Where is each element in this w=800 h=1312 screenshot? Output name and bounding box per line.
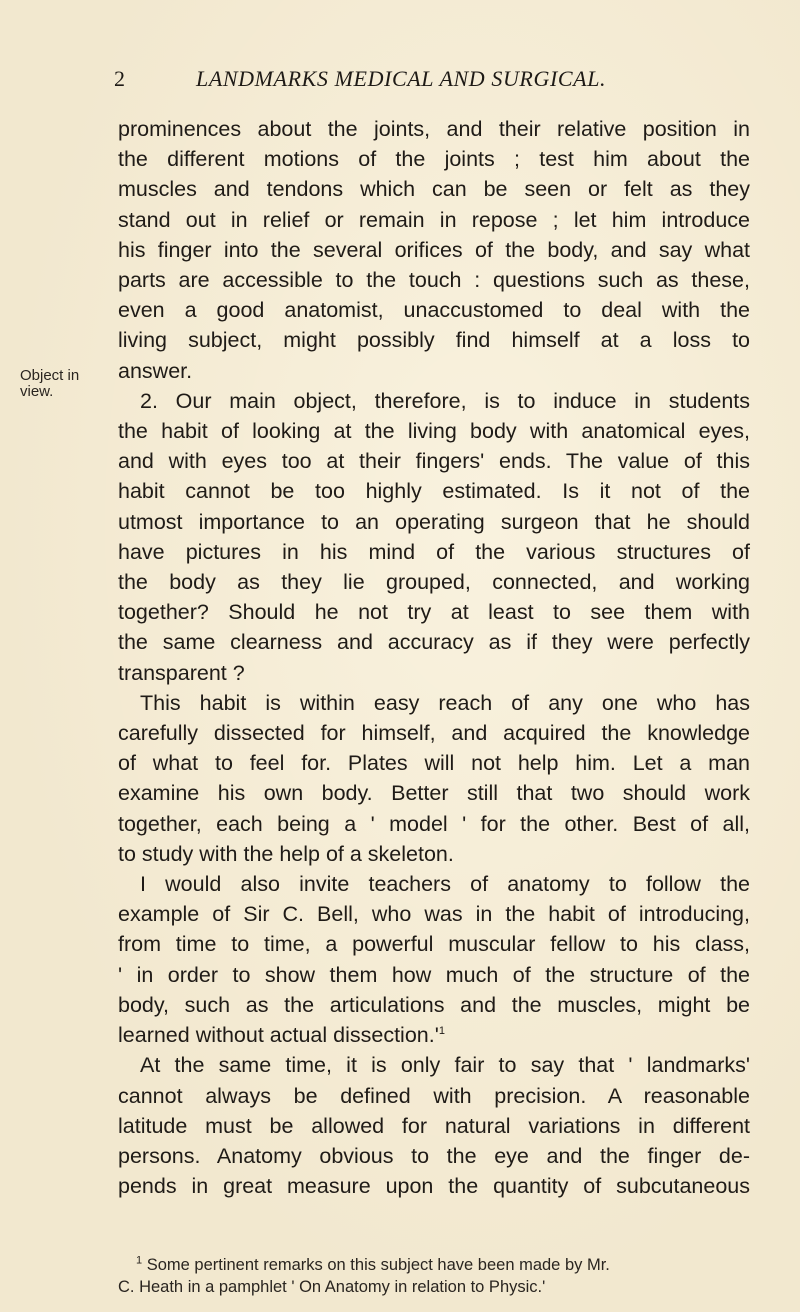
text-line: utmost importance to an operating surgeon that he should xyxy=(118,509,750,534)
paragraph xyxy=(118,1050,750,1080)
text-line: even a good anatomist, unaccustomed to deal with the xyxy=(118,298,750,323)
paragraph xyxy=(118,809,750,839)
text-line: carefully dissected for himself, and acquired the knowledge xyxy=(118,721,750,746)
paragraph xyxy=(118,688,750,718)
paragraph xyxy=(118,114,750,144)
text-line: examine his own body. Better still that two should work xyxy=(118,781,750,806)
text-line: This habit is within easy reach of any one who has xyxy=(140,690,750,715)
footnote-text: C. Heath in a pamphlet ' On Anatomy in relation to Physic.' xyxy=(118,1278,546,1296)
paragraph xyxy=(118,386,750,416)
text-line: stand out in relief or remain in repose ; let him introduce xyxy=(118,207,750,232)
text-line: from time to time, a powerful muscular fellow to his class, xyxy=(118,932,750,957)
text-line: ' in order to show them how much of the structure of the xyxy=(118,962,750,987)
paragraph xyxy=(118,960,750,990)
text-line: the habit of looking at the living body with anatomical eyes, xyxy=(118,419,750,444)
paragraph xyxy=(118,658,750,688)
text-line: 2. Our main object, therefore, is to induce in students xyxy=(140,388,750,413)
margin-note-line: Object in xyxy=(20,367,80,384)
paragraph xyxy=(118,1020,750,1050)
paragraph xyxy=(118,718,750,748)
paragraph xyxy=(118,597,750,627)
text-line: body, such as the articulations and the muscles, might be xyxy=(118,992,750,1017)
paragraph xyxy=(118,174,750,204)
footnote xyxy=(118,1276,750,1298)
paragraph xyxy=(118,265,750,295)
running-head xyxy=(114,66,734,96)
paragraph xyxy=(118,356,750,386)
text-line: muscles and tendons which can be seen or felt as they xyxy=(118,177,750,202)
text-line: pends in great measure upon the quantity of subcutaneous xyxy=(118,1174,750,1199)
text-line: the same clearness and accuracy as if they were perfectly xyxy=(118,630,750,655)
paragraph xyxy=(118,144,750,174)
margin-note xyxy=(20,368,100,400)
text-line: transparent ? xyxy=(118,660,245,685)
footnote-text: Some pertinent remarks on this subject have been made by Mr. xyxy=(146,1256,610,1274)
margin-note-line: view. xyxy=(20,383,54,400)
body-text xyxy=(118,114,750,1201)
paragraph xyxy=(118,325,750,355)
paragraph xyxy=(118,507,750,537)
text-line: example of Sir C. Bell, who was in the habit of introducing, xyxy=(118,902,750,927)
paragraph xyxy=(118,839,750,869)
text-line: have pictures in his mind of the various structures of xyxy=(118,539,750,564)
text-line: answer. xyxy=(118,358,193,383)
text-line: cannot always be defined with precision. A reasonable xyxy=(118,1083,750,1108)
text-line: At the same time, it is only fair to say that ' landmarks' xyxy=(140,1053,750,1078)
text-line: his finger into the several orifices of the body, and say what xyxy=(118,237,750,262)
paragraph xyxy=(118,476,750,506)
text-line: the body as they lie grouped, connected, and working xyxy=(118,570,750,595)
paragraph xyxy=(118,1111,750,1141)
text-line: together? Should he not try at least to see them with xyxy=(118,600,750,625)
paragraph xyxy=(118,295,750,325)
paragraph xyxy=(118,929,750,959)
paragraph xyxy=(118,446,750,476)
text-line: learned without actual dissection.' xyxy=(118,1023,439,1048)
text-line: to study with the help of a skeleton. xyxy=(118,841,454,866)
paragraph xyxy=(118,869,750,899)
paragraph xyxy=(118,235,750,265)
footnote xyxy=(118,1254,750,1276)
paragraph xyxy=(118,1081,750,1111)
text-line: parts are accessible to the touch : questions such as these, xyxy=(118,268,750,293)
text-line: prominences about the joints, and their relative position in xyxy=(118,117,750,141)
text-line: together, each being a ' model ' for the other. Best of all, xyxy=(118,811,750,836)
text-line: the different motions of the joints ; test him about the xyxy=(118,147,750,172)
text-line: latitude must be allowed for natural variations in different xyxy=(118,1113,750,1138)
footnotes xyxy=(118,1254,750,1298)
page-number: 2 xyxy=(114,66,126,91)
text-line: habit cannot be too highly estimated. Is it not of the xyxy=(118,479,750,504)
paragraph xyxy=(118,748,750,778)
paragraph xyxy=(118,899,750,929)
paragraph xyxy=(118,537,750,567)
text-line: of what to feel for. Plates will not help him. Let a man xyxy=(118,751,750,776)
paragraph xyxy=(118,205,750,235)
paragraph xyxy=(118,416,750,446)
text-line: persons. Anatomy obvious to the eye and the finger de- xyxy=(118,1143,750,1168)
footnote-marker: 1 xyxy=(136,1254,143,1267)
running-title: LANDMARKS MEDICAL AND SURGICAL. xyxy=(196,66,607,91)
paragraph xyxy=(118,627,750,657)
text-line: I would also invite teachers of anatomy to follow the xyxy=(140,872,750,897)
paragraph xyxy=(118,778,750,808)
paragraph xyxy=(118,990,750,1020)
text-line: and with eyes too at their fingers' ends. The value of this xyxy=(118,449,750,474)
paragraph xyxy=(118,567,750,597)
footnote-marker: 1 xyxy=(438,1024,445,1037)
paragraph xyxy=(118,1141,750,1171)
paragraph xyxy=(118,1171,750,1201)
text-line: living subject, might possibly find himself at a loss to xyxy=(118,328,750,353)
